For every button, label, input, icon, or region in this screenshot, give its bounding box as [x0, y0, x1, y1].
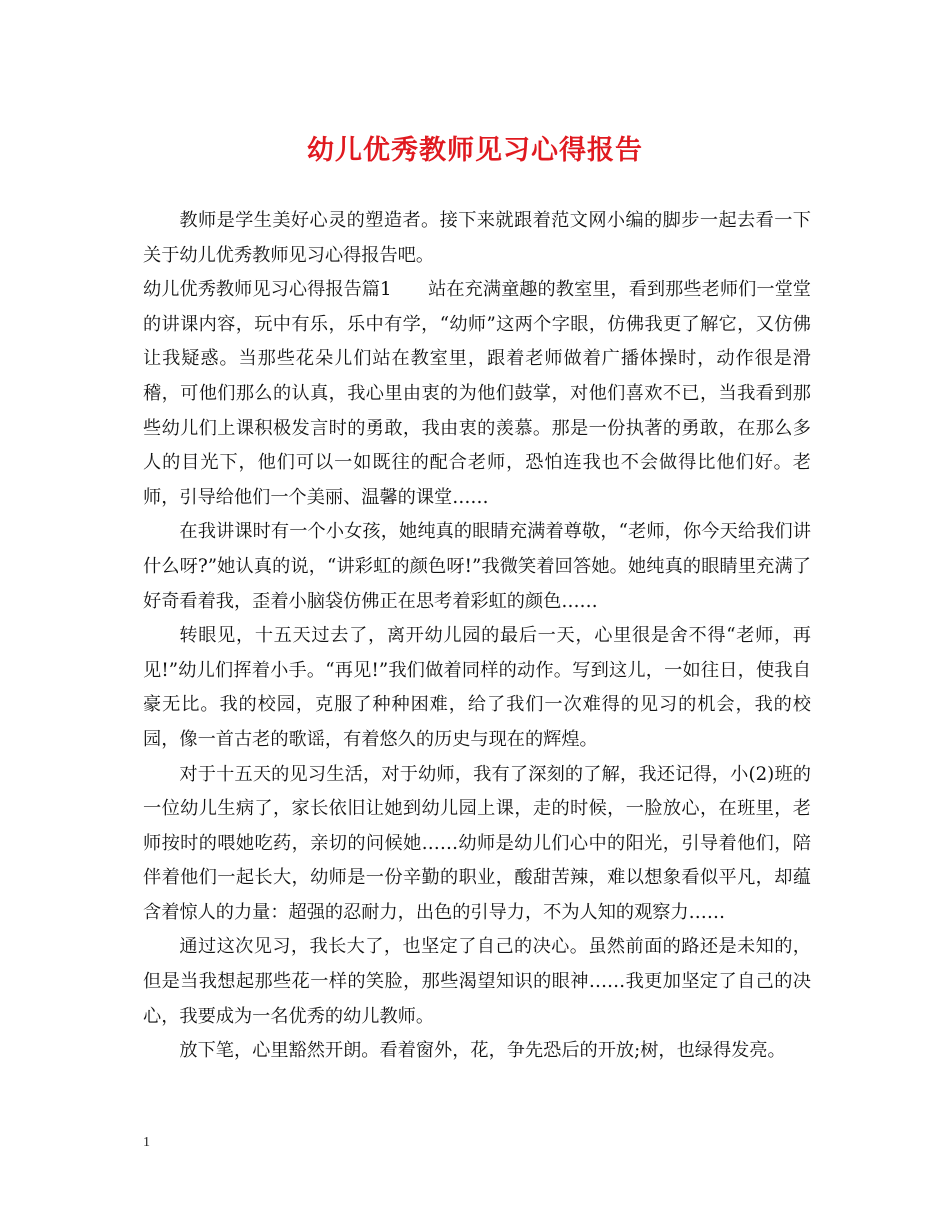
- paragraph-section-1: 幼儿优秀教师见习心得报告篇1 站在充满童趣的教室里，看到那些老师们一堂堂的讲课内容，玩中有乐，乐中有学，“幼师”这两个字眼，仿佛我更了解它，又仿佛让我疑惑。当那些花朵儿们站在教室里，跟着老师做着广播体操时，动作很是滑稽，可他们那么的认真，我心里由衷的为他们鼓掌，对他们喜欢不已，当我看到那些幼儿们上课积极发言时的勇敢，我由衷的羡慕。那是一份执著的勇敢，在那么多人的目光下，他们可以一如既往的配合老师，恐怕连我也不会做得比他们好。老师，引导给他们一个美丽、温馨的课堂……: [143, 279, 811, 508]
- paragraph-intro: 教师是学生美好心灵的塑造者。接下来就跟着范文网小编的脚步一起去看一下关于幼儿优秀教师见习心得报告吧。: [143, 210, 811, 266]
- page-number: 1: [143, 1135, 150, 1150]
- paragraph-reflection: 对于十五天的见习生活，对于幼师，我有了深刻的了解，我还记得，小(2)班的一位幼儿生病了，家长依旧让她到幼儿园上课，走的时候，一脸放心，在班里，老师按时的喂她吃药，亲切的问候她……幼师是幼儿们心中的阳光，引导着他们，陪伴着他们一起长大，幼师是一份辛勤的职业，酸甜苦辣，难以想象看似平凡，却蕴含着惊人的力量：超强的忍耐力，出色的引导力，不为人知的观察力……: [143, 763, 811, 923]
- paragraph-resolve: 通过这次见习，我长大了，也坚定了自己的决心。虽然前面的路还是未知的，但是当我想起那些花一样的笑脸，那些渴望知识的眼神……我更加坚定了自己的决心，我要成为一名优秀的幼儿教师。: [143, 936, 811, 1027]
- paragraph-little-girl: 在我讲课时有一个小女孩，她纯真的眼睛充满着尊敬，“老师，你今天给我们讲什么呀?”她认真的说，“讲彩虹的颜色呀!”我微笑着回答她。她纯真的眼睛里充满了好奇看着我，歪着小脑袋仿佛正在思考着彩虹的颜色……: [143, 521, 811, 612]
- document-body: [143, 204, 811, 1069]
- paragraph-closing: 放下笔，心里豁然开朗。看着窗外，花，争先恐后的开放;树，也绿得发亮。: [179, 1040, 786, 1062]
- document-title: 幼儿优秀教师见习心得报告: [307, 135, 643, 166]
- paragraph-farewell: 转眼见，十五天过去了，离开幼儿园的最后一天，心里很是舍不得“老师，再见!”幼儿们挥着小手。“再见!”我们做着同样的动作。写到这儿，一如往日，使我自豪无比。我的校园，克服了种种困难，给了我们一次难得的见习的机会，我的校园，像一首古老的歌谣，有着悠久的历史与现在的辉煌。: [143, 625, 811, 750]
